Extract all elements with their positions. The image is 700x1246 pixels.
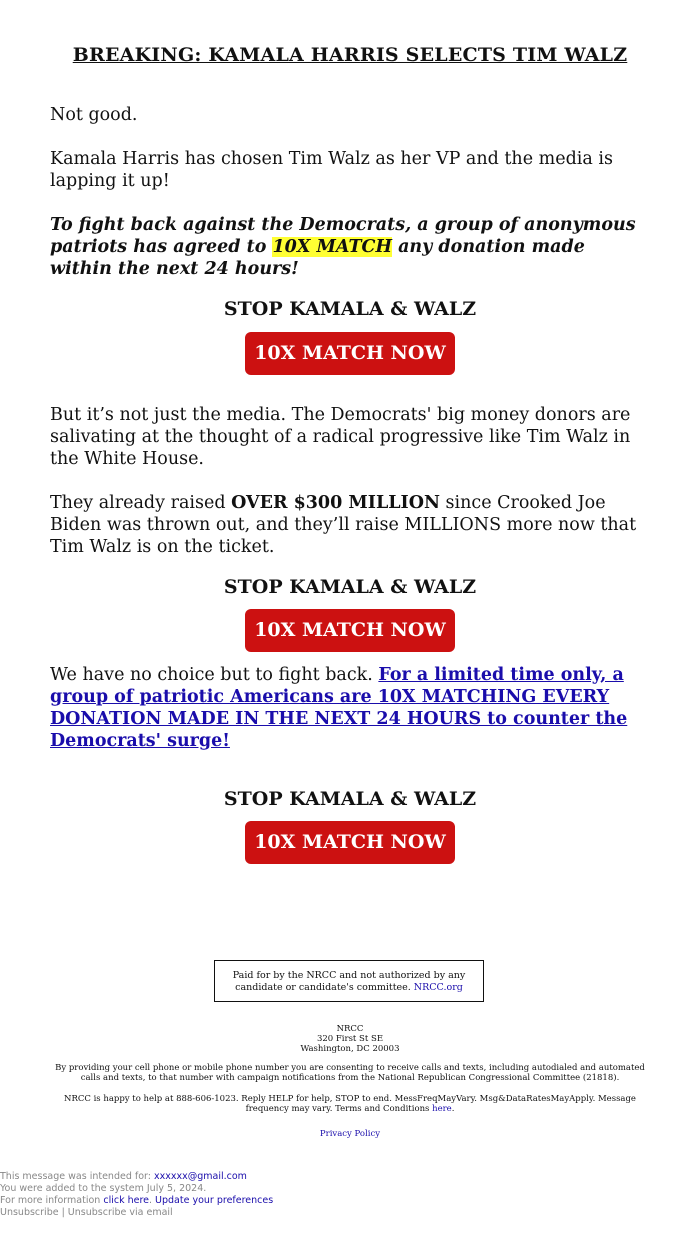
sms-consent-text: By providing your cell phone or mobile phone number you are consenting to receive calls and texts, including autodialed and automated calls and texts, to that number with campaign notifications from the National Republican Congressional Committee (21818). bbox=[55, 1063, 645, 1083]
footer-unsubscribe[interactable]: Unsubscribe | Unsubscribe via email bbox=[0, 1207, 173, 1218]
mailing-address bbox=[0, 1024, 700, 1054]
paid-for-text: Paid for by the NRCC and not authorized by any candidate or candidate's committee. bbox=[232, 970, 466, 993]
nrcc-link[interactable]: NRCC.org bbox=[413, 982, 463, 993]
match-now-button-1[interactable]: 10X MATCH NOW bbox=[245, 332, 455, 375]
match-offer-text-end: any donation made within the next 24 hours! bbox=[50, 237, 585, 279]
sms-help-text bbox=[45, 1094, 655, 1114]
paragraph-donors: But it’s not just the media. The Democrats' big money donors are salivating at the thought of a radical progressive like Tim Walz in the White House. bbox=[50, 405, 631, 469]
stop-heading-3: STOP KAMALA & WALZ bbox=[223, 788, 477, 810]
address-org: NRCC bbox=[336, 1024, 364, 1034]
footer-added: You were added to the system July 5, 2024. bbox=[0, 1183, 207, 1194]
match-now-button-3[interactable]: 10X MATCH NOW bbox=[245, 821, 455, 864]
stop-heading-1: STOP KAMALA & WALZ bbox=[223, 298, 477, 320]
paragraph-fight-back bbox=[50, 664, 660, 752]
raised-amount: OVER $300 MILLION bbox=[231, 493, 440, 513]
paragraph-harris-walz: Kamala Harris has chosen Tim Walz as her VP and the media is lapping it up! bbox=[50, 149, 613, 191]
footer-intended bbox=[0, 1171, 247, 1183]
paid-for-disclaimer bbox=[214, 960, 484, 1002]
footer-intended-label: This message was intended for: bbox=[0, 1171, 154, 1182]
sms-help-body: NRCC is happy to help at 888-606-1023. Reply HELP for help, STOP to end. MessFreqMayVary. Msg&DataRatesMayApply. Message frequency may vary. Terms and Conditions bbox=[64, 1094, 636, 1114]
footer-more-info bbox=[0, 1195, 273, 1207]
stop-heading-2: STOP KAMALA & WALZ bbox=[223, 576, 477, 598]
click-here-link[interactable]: click here bbox=[103, 1195, 149, 1206]
limited-time-link[interactable]: For a limited time only, a group of patriotic Americans are 10X MATCHING EVERY DONATION MADE IN THE NEXT 24 HOURS to counter the Democrats' surge! bbox=[50, 665, 628, 751]
raised-text-end: since Crooked Joe Biden was thrown out, and they’ll raise MILLIONS more now that Tim Walz is on the ticket. bbox=[50, 493, 637, 557]
paragraph-match-offer bbox=[50, 214, 650, 280]
privacy-policy-link[interactable]: Privacy Policy bbox=[319, 1129, 381, 1139]
fight-back-text: We have no choice but to fight back. bbox=[50, 665, 379, 685]
terms-link[interactable]: here bbox=[432, 1104, 452, 1114]
address-street: 320 First St SE bbox=[316, 1034, 384, 1044]
update-preferences-link[interactable]: Update your preferences bbox=[155, 1195, 274, 1206]
sms-help-end: . bbox=[451, 1104, 455, 1114]
paragraph-not-good: Not good. bbox=[50, 105, 138, 125]
address-city: Washington, DC 20003 bbox=[300, 1044, 400, 1054]
match-highlight: 10X MATCH bbox=[272, 237, 392, 257]
raised-text: They already raised bbox=[50, 493, 232, 513]
headline: BREAKING: KAMALA HARRIS SELECTS TIM WALZ bbox=[72, 44, 628, 66]
paragraph-raised bbox=[50, 492, 660, 558]
match-offer-text: To fight back against the Democrats, a group of anonymous patriots has agreed to bbox=[50, 215, 636, 257]
footer-more-label: For more information bbox=[0, 1195, 104, 1206]
recipient-email-link[interactable]: xxxxxx@gmail.com bbox=[154, 1171, 247, 1182]
footer-sep: . bbox=[149, 1195, 156, 1206]
privacy-policy bbox=[0, 1129, 700, 1139]
match-now-button-2[interactable]: 10X MATCH NOW bbox=[245, 609, 455, 652]
